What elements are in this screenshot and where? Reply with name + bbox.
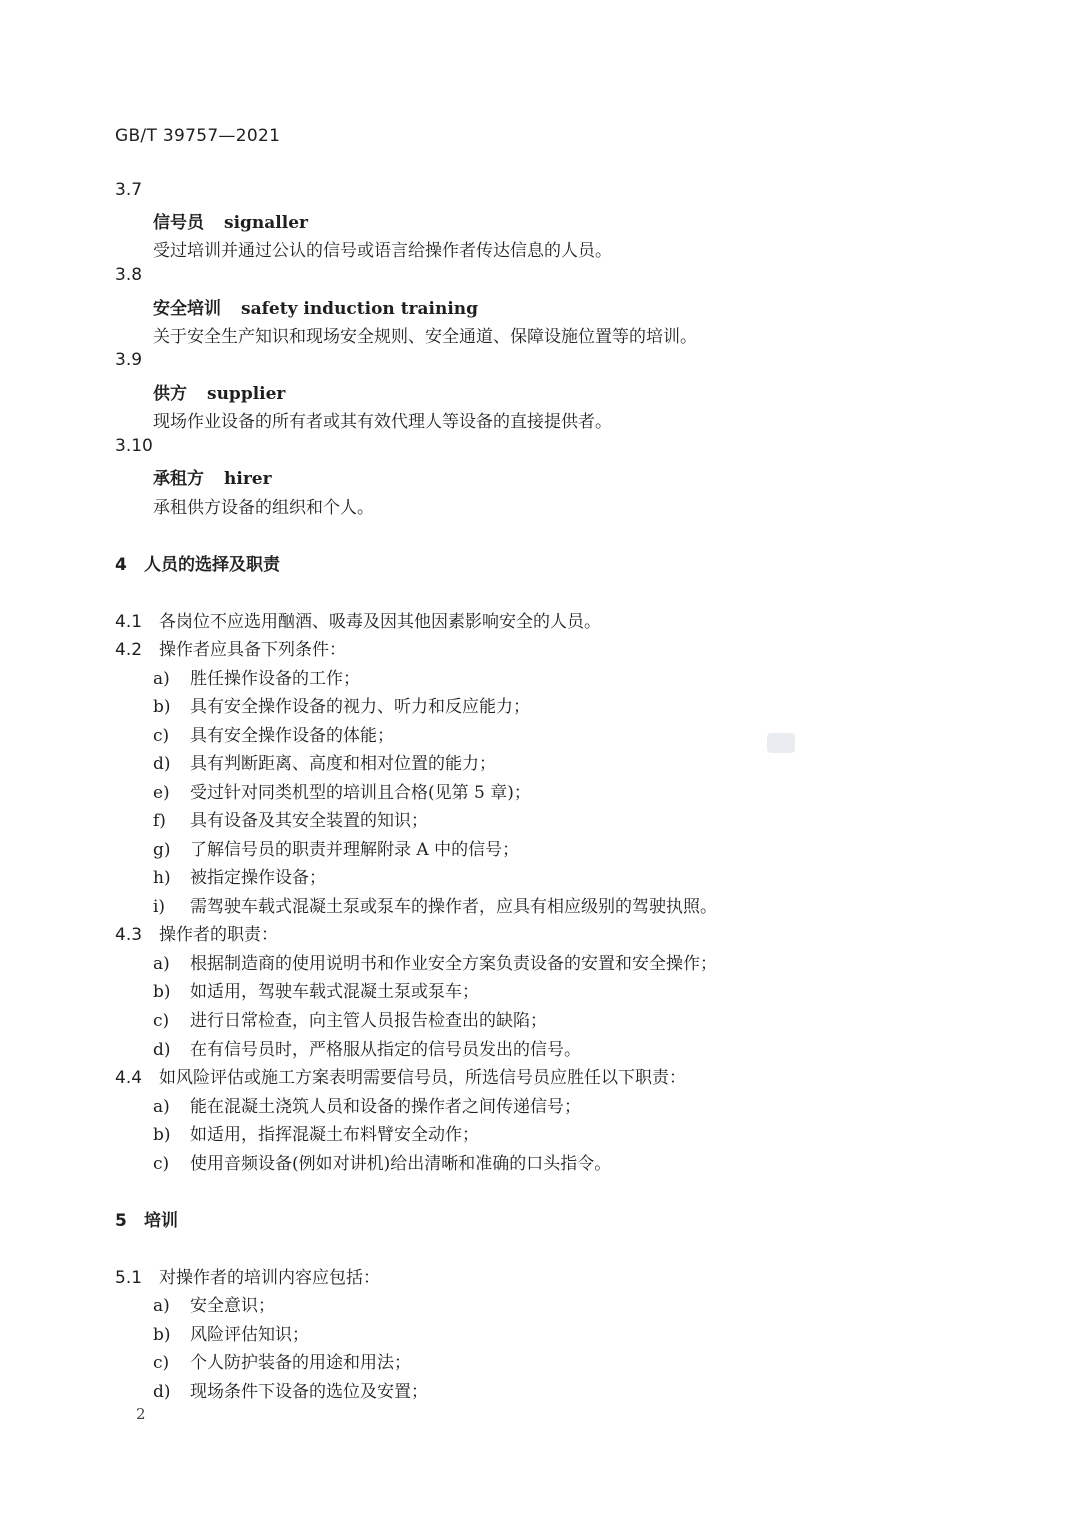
term-number: 3.7 (115, 180, 143, 200)
list-item-label: b) (153, 1325, 171, 1345)
list-item-text: 个人防护装备的用途和用法； (190, 1353, 411, 1373)
list-item-label: a) (153, 954, 170, 974)
term-chinese: 承租方 (153, 469, 204, 489)
list-item-label: e) (153, 783, 170, 803)
list-item-text: 受过针对同类机型的培训且合格(见第 5 章)； (190, 783, 531, 803)
list-item-text: 风险评估知识； (190, 1325, 309, 1345)
clause (115, 607, 601, 632)
list-item-label: c) (153, 1154, 170, 1174)
term-heading (153, 294, 478, 319)
list-item-text: 现场条件下设备的选位及安置； (190, 1382, 428, 1402)
clause-text: 如风险评估或施工方案表明需要信号员，所选信号员应胜任以下职责： (159, 1068, 686, 1088)
list-item (153, 1291, 275, 1316)
clause (115, 1063, 686, 1088)
clause (115, 920, 278, 945)
term-chinese: 信号员 (153, 213, 204, 233)
list-item-label: c) (153, 726, 170, 746)
list-item-label: b) (153, 1125, 171, 1145)
list-item (153, 1035, 581, 1060)
clause-text: 对操作者的培训内容应包括： (159, 1268, 380, 1288)
term-number: 3.9 (115, 350, 143, 370)
clause-text: 操作者的职责： (159, 925, 278, 945)
list-item (153, 1092, 581, 1117)
list-item-label: h) (153, 868, 171, 888)
list-item (153, 835, 519, 860)
list-item (153, 949, 717, 974)
term-heading (153, 208, 308, 233)
standard-number: GB/T 39757—2021 (115, 126, 281, 146)
clause-number: 4.1 (115, 612, 143, 632)
list-item-text: 在有信号员时，严格服从指定的信号员发出的信号。 (190, 1040, 581, 1060)
section-number: 4 (115, 555, 127, 575)
list-item-text: 具有安全操作设备的视力、听力和反应能力； (190, 697, 530, 717)
list-item-label: b) (153, 982, 171, 1002)
list-item-text: 胜任操作设备的工作； (190, 669, 360, 689)
term-definition: 受过培训并通过公认的信号或语言给操作者传达信息的人员。 (153, 241, 612, 261)
list-item-text: 使用音频设备(例如对讲机)给出清晰和准确的口头指令。 (190, 1154, 612, 1174)
term-definition: 关于安全生产知识和现场安全规则、安全通道、保障设施位置等的培训。 (153, 327, 697, 347)
list-item (153, 1120, 479, 1145)
list-item (153, 1149, 611, 1174)
list-item-label: d) (153, 1382, 171, 1402)
list-item-label: f) (153, 811, 166, 831)
list-item (153, 778, 531, 803)
list-item-text: 进行日常检查，向主管人员报告检查出的缺陷； (190, 1011, 547, 1031)
list-item (153, 1377, 428, 1402)
list-item (153, 892, 717, 917)
clause-text: 各岗位不应选用酗酒、吸毒及因其他因素影响安全的人员。 (159, 612, 601, 632)
term-number: 3.10 (115, 436, 153, 456)
list-item-label: c) (153, 1353, 170, 1373)
list-item-label: i) (153, 897, 166, 917)
term-english: signaller (224, 213, 308, 233)
list-item-label: d) (153, 1040, 171, 1060)
list-item-label: a) (153, 1296, 170, 1316)
section-heading (115, 550, 280, 575)
clause-number: 4.2 (115, 640, 143, 660)
term-chinese: 供方 (153, 384, 187, 404)
term-english: safety induction training (241, 299, 479, 319)
list-item-text: 如适用，指挥混凝土布料臂安全动作； (190, 1125, 479, 1145)
term-definition: 现场作业设备的所有者或其有效代理人等设备的直接提供者。 (153, 412, 612, 432)
list-item (153, 664, 360, 689)
list-item (153, 806, 428, 831)
list-item (153, 1320, 309, 1345)
list-item-text: 了解信号员的职责并理解附录 A 中的信号； (190, 840, 520, 860)
list-item-text: 具有判断距离、高度和相对位置的能力； (190, 754, 496, 774)
list-item-text: 具有安全操作设备的体能； (190, 726, 394, 746)
list-item-label: g) (153, 840, 171, 860)
list-item-text: 具有设备及其安全装置的知识； (190, 811, 428, 831)
clause (115, 635, 346, 660)
term-english: hirer (224, 469, 272, 489)
list-item-label: a) (153, 1097, 170, 1117)
list-item-text: 需驾驶车载式混凝土泵或泵车的操作者，应具有相应级别的驾驶执照。 (190, 897, 717, 917)
term-number: 3.8 (115, 265, 143, 285)
section-title: 培训 (144, 1211, 178, 1231)
list-item (153, 692, 530, 717)
clause-number: 4.3 (115, 925, 143, 945)
list-item (153, 1348, 411, 1373)
list-item-text: 能在混凝土浇筑人员和设备的操作者之间传递信号； (190, 1097, 581, 1117)
section-number: 5 (115, 1211, 127, 1231)
list-item-label: d) (153, 754, 171, 774)
list-item (153, 721, 394, 746)
list-item (153, 863, 326, 888)
clause (115, 1263, 380, 1288)
section-heading (115, 1206, 178, 1231)
watermark-mark (767, 733, 795, 753)
list-item-text: 被指定操作设备； (190, 868, 326, 888)
term-english: supplier (207, 384, 286, 404)
clause-text: 操作者应具备下列条件： (159, 640, 346, 660)
section-title: 人员的选择及职责 (144, 555, 280, 575)
term-definition: 承租供方设备的组织和个人。 (153, 498, 374, 518)
list-item-text: 根据制造商的使用说明书和作业安全方案负责设备的安置和安全操作； (190, 954, 717, 974)
list-item-label: b) (153, 697, 171, 717)
clause-number: 5.1 (115, 1268, 143, 1288)
list-item (153, 977, 479, 1002)
list-item-text: 如适用，驾驶车载式混凝土泵或泵车； (190, 982, 479, 1002)
list-item (153, 749, 496, 774)
list-item (153, 1006, 547, 1031)
clause-number: 4.4 (115, 1068, 143, 1088)
list-item-label: c) (153, 1011, 170, 1031)
term-chinese: 安全培训 (153, 299, 221, 319)
page-number: 2 (136, 1405, 146, 1423)
term-heading (153, 379, 285, 404)
list-item-text: 安全意识； (190, 1296, 275, 1316)
list-item-label: a) (153, 669, 170, 689)
term-heading (153, 464, 272, 489)
